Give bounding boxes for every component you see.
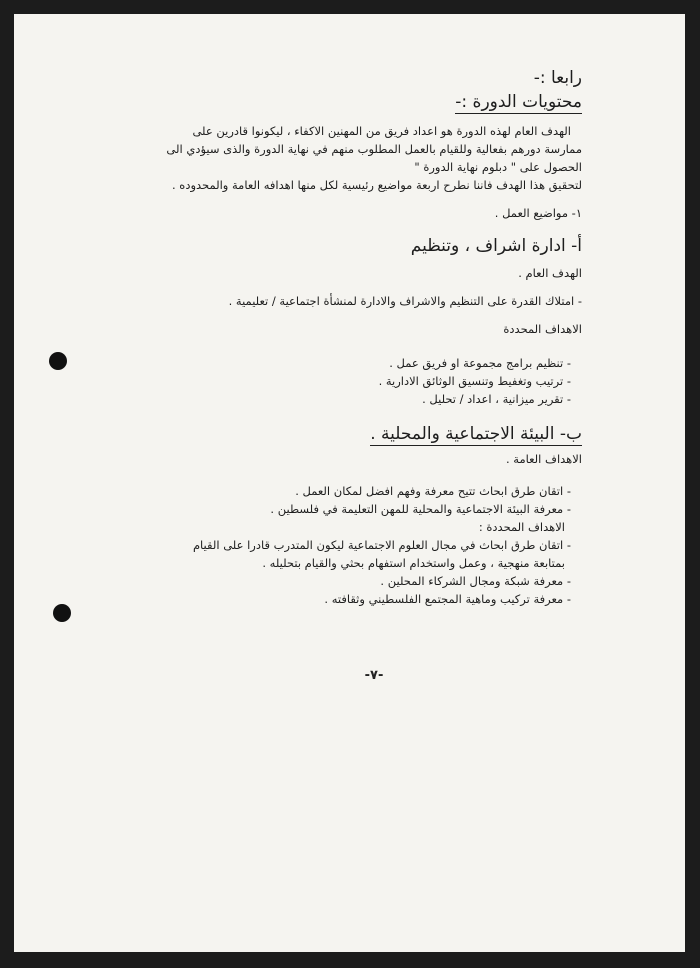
list-item-continuation: بمتابعة منهجية ، وعمل واستخدام استفهام بحثي والقيام بتحليله . [262, 556, 565, 570]
list-item: - تقرير ميزانية ، اعداد / تحليل . [422, 392, 571, 406]
general-goal-label: الهدف العام . [518, 266, 582, 280]
part-a-title: أ- ادارة اشراف ، وتنظيم [410, 236, 582, 256]
general-goal: - امتلاك القدرة على التنظيم والاشراف والادارة لمنشأة اجتماعية / تعليمية . [228, 294, 582, 308]
list-item: - اتقان طرق ابحاث في مجال العلوم الاجتماعية ليكون المتدرب قادرا على القيام [192, 538, 571, 552]
page-number: -٧- [364, 668, 384, 683]
list-item: - اتقان طرق ابحاث تتيح معرفة وفهم افضل لمكان العمل . [295, 484, 571, 498]
intro-line: الهدف العام لهذه الدورة هو اعداد فريق من المهنين الاكفاء ، ليكونوا قادرين على [192, 124, 571, 138]
part-b-title: ب- البيئة الاجتماعية والمحلية . [370, 424, 582, 444]
section-label: رابعا :- [533, 68, 582, 88]
list-item: - معرفة البيئة الاجتماعية والمحلية للمهن التعليمة في فلسطين . [270, 502, 571, 516]
list-item: - تنظيم برامج مجموعة او فريق عمل . [389, 356, 571, 370]
list-item: - ترتيب وتغفيط وتنسيق الوثائق الادارية . [378, 374, 571, 388]
specific-goals-label: الاهداف المحددة [503, 322, 582, 336]
list-item: - معرفة شبكة ومجال الشركاء المحلين . [380, 574, 571, 588]
specific-goals-label: الاهداف المحددة : [478, 520, 565, 534]
intro-line: الحصول على " دبلوم نهاية الدورة " [414, 160, 582, 174]
section-title: محتويات الدورة :- [455, 92, 582, 112]
punch-hole [53, 604, 71, 622]
topic-1: ١- مواضيع العمل . [494, 206, 582, 220]
list-item: - معرفة تركيب وماهية المجتمع الفلسطيني وثقافته . [324, 592, 571, 606]
general-goals-label: الاهداف العامة . [505, 452, 582, 466]
punch-hole [49, 352, 67, 370]
intro-line: لتحقيق هذا الهدف فاننا نطرح اربعة مواضيع رئيسية لكل منها اهدافه العامة والمحدوده . [171, 178, 582, 192]
document-body [126, 66, 582, 683]
intro-line: ممارسة دورهم بفعالية وللقيام بالعمل المطلوب منهم في نهاية الدورة والذى سيؤدي الى [166, 142, 582, 156]
